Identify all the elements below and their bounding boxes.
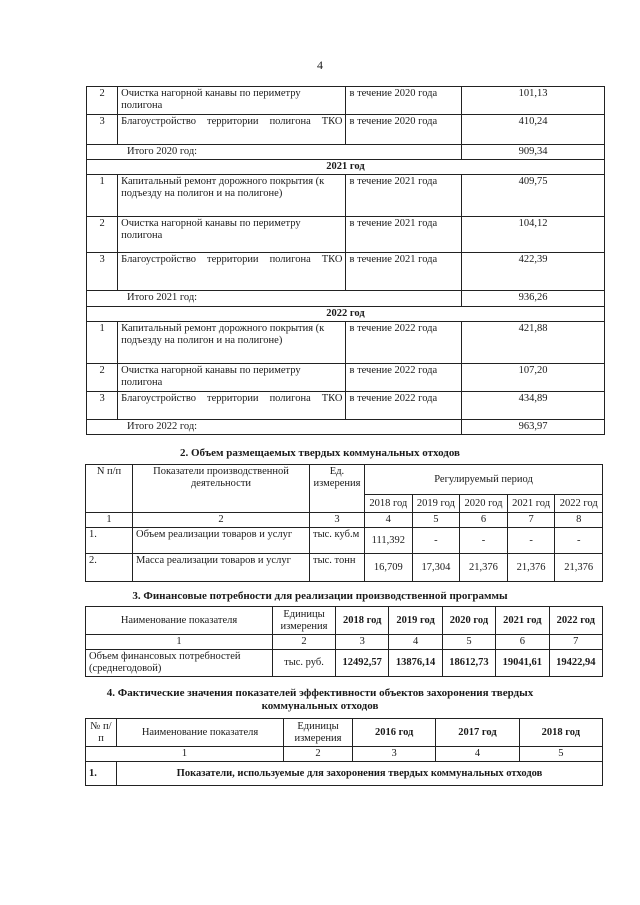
index-row <box>86 747 603 762</box>
row-number: 2 <box>87 217 118 253</box>
measure-name: Капитальный ремонт дорожного покрытия (к подъезду на полигон и на полигоне) <box>118 322 346 364</box>
row-number: 3 <box>87 253 118 291</box>
value-cell: - <box>555 528 603 554</box>
total-label: Итого 2020 год: <box>87 145 462 160</box>
year-header: 2021 год <box>496 607 549 635</box>
row-number: 3 <box>87 392 118 420</box>
year-header: 2017 год <box>436 719 519 747</box>
year-heading: 2022 год <box>87 307 605 322</box>
indicator-name: Масса реализации товаров и услуг <box>133 554 310 582</box>
index-cell: 7 <box>549 635 602 650</box>
measure-period: в течение 2021 года <box>346 175 462 217</box>
measure-value: 107,20 <box>462 364 605 392</box>
year-header: 2022 год <box>549 607 602 635</box>
col-name-header: Наименование показателя <box>86 607 273 635</box>
unit: тыс. тонн <box>310 554 365 582</box>
table-row <box>86 650 603 677</box>
measure-name: Благоустройство территории полигона ТКО <box>118 115 346 145</box>
row-number: 3 <box>87 115 118 145</box>
measure-name: Очистка нагорной канавы по периметру полигона <box>118 87 346 115</box>
measure-name: Очистка нагорной канавы по периметру полигона <box>118 364 346 392</box>
value-cell: 17,304 <box>412 554 460 582</box>
page-number: 4 <box>317 58 323 72</box>
index-cell: 6 <box>496 635 549 650</box>
col-number-header: № п/п <box>86 719 117 747</box>
group-heading: Показатели, используемые для захоронения твердых коммунальных отходов <box>117 762 603 786</box>
index-row <box>86 513 603 528</box>
year-row <box>87 160 605 175</box>
year-header: 2020 год <box>460 495 508 513</box>
index-cell: 5 <box>519 747 602 762</box>
measure-name: Капитальный ремонт дорожного покрытия (к подъезду на полигон и на полигоне) <box>118 175 346 217</box>
index-cell: 7 <box>507 513 555 528</box>
measure-value: 421,88 <box>462 322 605 364</box>
value-cell: 21,376 <box>555 554 603 582</box>
total-row <box>87 145 605 160</box>
value-cell: 18612,73 <box>442 650 495 677</box>
index-cell: 3 <box>336 635 389 650</box>
section-4-title-line2: коммунальных отходов <box>261 700 379 712</box>
indicator-name: Объем реализации товаров и услуг <box>133 528 310 554</box>
measure-value: 422,39 <box>462 253 605 291</box>
index-cell: 8 <box>555 513 603 528</box>
total-row <box>87 420 605 435</box>
col-name-header: Наименование показателя <box>117 719 284 747</box>
col-period-header: Регулируемый период <box>365 465 603 495</box>
measure-value: 104,12 <box>462 217 605 253</box>
row-number: 2. <box>86 554 133 582</box>
year-header: 2019 год <box>389 607 442 635</box>
value-cell: 111,392 <box>365 528 413 554</box>
measure-period: в течение 2022 года <box>346 392 462 420</box>
total-label: Итого 2021 год: <box>87 291 462 307</box>
index-cell: 3 <box>310 513 365 528</box>
measure-period: в течение 2022 года <box>346 322 462 364</box>
index-cell: 2 <box>273 635 336 650</box>
col-unit-header: Единицы измерения <box>273 607 336 635</box>
value-cell: 21,376 <box>460 554 508 582</box>
col-unit-header: Ед. измерения <box>310 465 365 513</box>
value-cell: 19422,94 <box>549 650 602 677</box>
total-label: Итого 2022 год: <box>87 420 462 435</box>
index-cell: 5 <box>412 513 460 528</box>
table-row <box>87 87 605 115</box>
measure-name: Благоустройство территории полигона ТКО <box>118 392 346 420</box>
index-cell: 2 <box>284 747 353 762</box>
measure-period: в течение 2021 года <box>346 217 462 253</box>
table-row <box>87 115 605 145</box>
measure-name: Благоустройство территории полигона ТКО <box>118 253 346 291</box>
section-2-title: 2. Объем размещаемых твердых коммунальных отходов <box>179 447 460 459</box>
index-cell: 1 <box>86 747 284 762</box>
year-header: 2018 год <box>519 719 602 747</box>
row-number: 2 <box>87 87 118 115</box>
table-row <box>87 217 605 253</box>
waste-volume-table <box>85 464 603 582</box>
measure-value: 434,89 <box>462 392 605 420</box>
table-row <box>87 392 605 420</box>
index-cell: 2 <box>133 513 310 528</box>
year-row <box>87 307 605 322</box>
value-cell: - <box>507 528 555 554</box>
index-cell: 1 <box>86 513 133 528</box>
table-row <box>87 364 605 392</box>
year-header: 2020 год <box>442 607 495 635</box>
value-cell: - <box>460 528 508 554</box>
index-cell: 5 <box>442 635 495 650</box>
total-value: 936,26 <box>462 291 605 307</box>
col-unit-header: Единицы измерения <box>284 719 353 747</box>
measure-value: 410,24 <box>462 115 605 145</box>
value-cell: 19041,61 <box>496 650 549 677</box>
year-heading: 2021 год <box>87 160 605 175</box>
measure-period: в течение 2021 года <box>346 253 462 291</box>
indicator-name: Объем финансовых потребностей (среднегодовой) <box>86 650 273 677</box>
index-cell: 4 <box>365 513 413 528</box>
total-row <box>87 291 605 307</box>
col-indicator-header: Показатели производственной деятельности <box>133 465 310 513</box>
total-value: 909,34 <box>462 145 605 160</box>
value-cell: 16,709 <box>365 554 413 582</box>
table-row <box>86 528 603 554</box>
header-row <box>86 719 603 747</box>
financial-needs-table <box>85 606 603 677</box>
row-number: 2 <box>87 364 118 392</box>
section-4-title-line1: 4. Фактические значения показателей эффективности объектов захоронения твердых <box>106 687 534 699</box>
index-cell: 1 <box>86 635 273 650</box>
measure-value: 409,75 <box>462 175 605 217</box>
index-cell: 4 <box>436 747 519 762</box>
year-header: 2021 год <box>507 495 555 513</box>
value-cell: - <box>412 528 460 554</box>
year-header: 2018 год <box>365 495 413 513</box>
measure-period: в течение 2020 года <box>346 87 462 115</box>
year-header: 2022 год <box>555 495 603 513</box>
table-row <box>86 762 603 786</box>
table-row <box>87 322 605 364</box>
year-header: 2019 год <box>412 495 460 513</box>
measure-name: Очистка нагорной канавы по периметру полигона <box>118 217 346 253</box>
row-number: 1. <box>86 762 117 786</box>
unit: тыс. куб.м <box>310 528 365 554</box>
index-cell: 6 <box>460 513 508 528</box>
measure-value: 101,13 <box>462 87 605 115</box>
measure-period: в течение 2020 года <box>346 115 462 145</box>
measure-period: в течение 2022 года <box>346 364 462 392</box>
measures-table <box>86 86 605 435</box>
index-cell: 3 <box>353 747 436 762</box>
unit: тыс. руб. <box>273 650 336 677</box>
value-cell: 21,376 <box>507 554 555 582</box>
year-header: 2018 год <box>336 607 389 635</box>
row-number: 1 <box>87 175 118 217</box>
col-number-header: N п/п <box>86 465 133 513</box>
row-number: 1 <box>87 322 118 364</box>
row-number: 1. <box>86 528 133 554</box>
total-value: 963,97 <box>462 420 605 435</box>
efficiency-table <box>85 718 603 786</box>
table-row <box>87 175 605 217</box>
value-cell: 13876,14 <box>389 650 442 677</box>
value-cell: 12492,57 <box>336 650 389 677</box>
header-row <box>86 465 603 495</box>
section-4-title <box>0 687 640 713</box>
table-row <box>86 554 603 582</box>
year-header: 2016 год <box>353 719 436 747</box>
section-3-title: 3. Финансовые потребности для реализации производственной программы <box>132 590 508 602</box>
index-row <box>86 635 603 650</box>
index-cell: 4 <box>389 635 442 650</box>
header-row <box>86 607 603 635</box>
table-row <box>87 253 605 291</box>
